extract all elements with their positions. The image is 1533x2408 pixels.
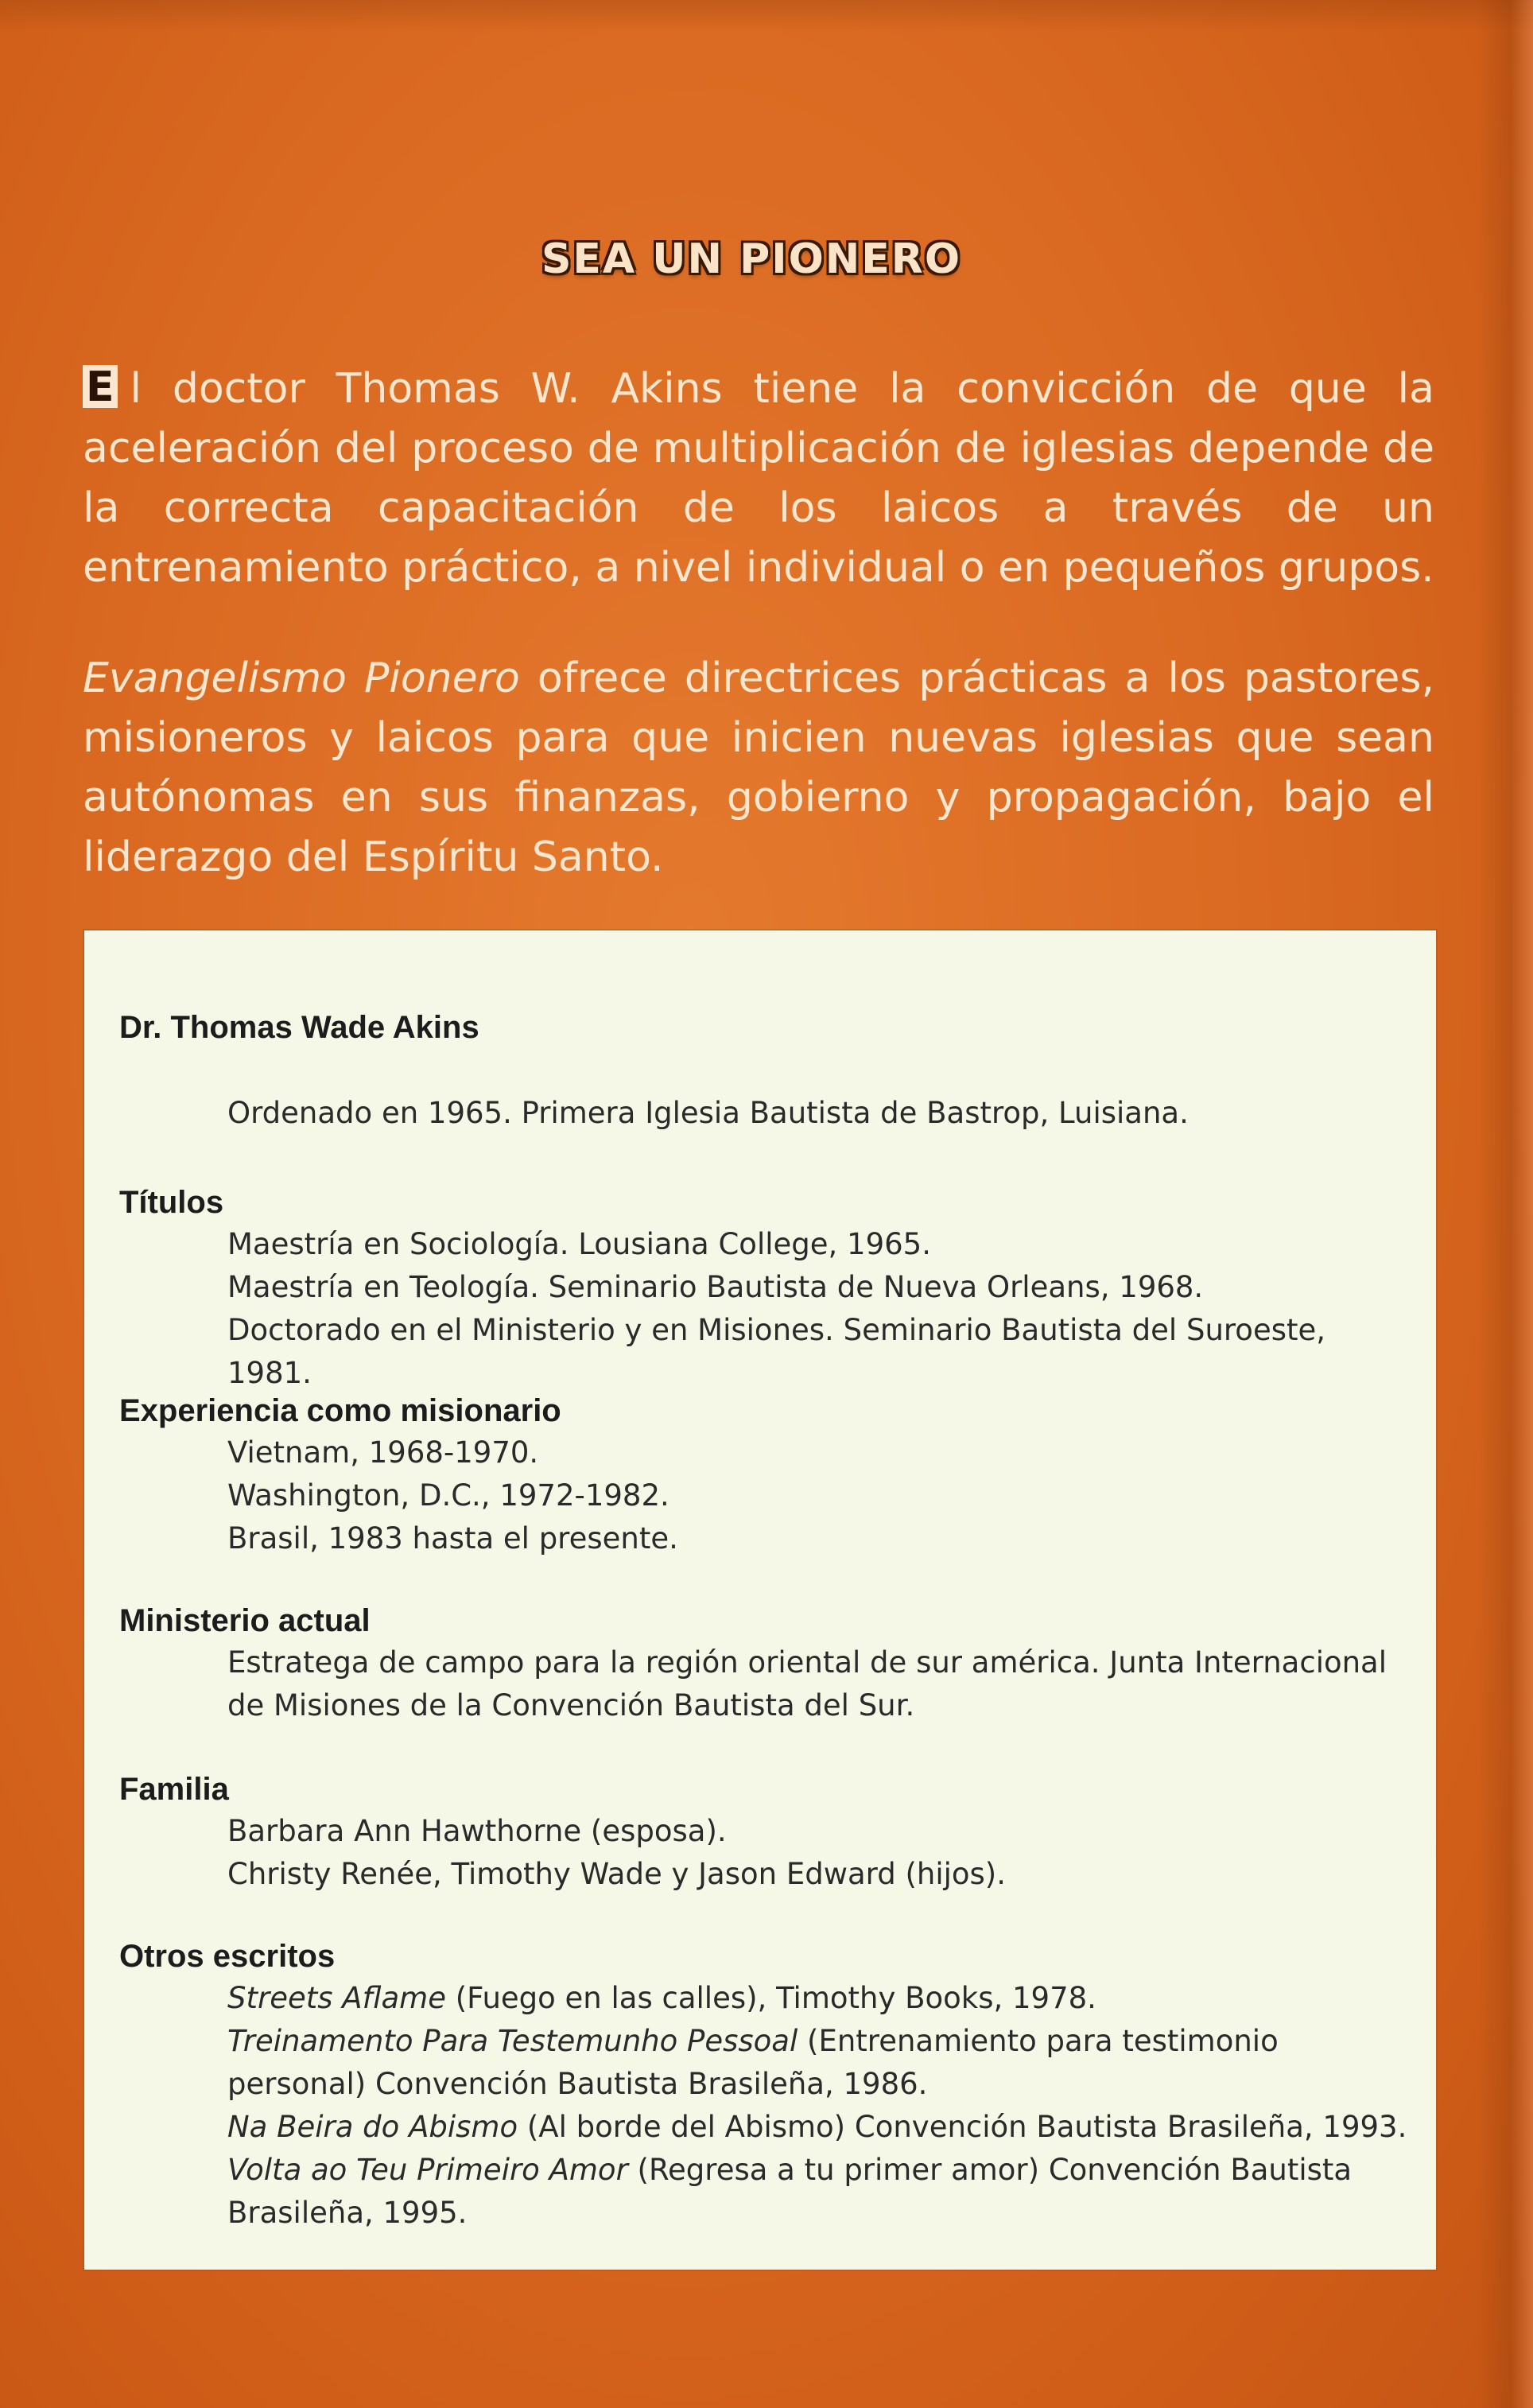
- section-list: [119, 1431, 1407, 1560]
- list-item: Estratega de campo para la región oriental de sur américa. Junta Internacional de Misiones de la Convención Bautista del Sur.: [227, 1645, 1387, 1722]
- work-title: Volta ao Teu Primeiro Amor: [227, 2153, 628, 2187]
- section-titulos: [119, 1182, 1407, 1395]
- list-item: Washington, D.C., 1972-1982.: [227, 1478, 669, 1513]
- list-item: Christy Renée, Timothy Wade y Jason Edward (hijos).: [227, 1857, 1007, 1891]
- section-list: [119, 1641, 1407, 1727]
- list-item: Brasil, 1983 hasta el presente.: [227, 1521, 678, 1555]
- intro-paragraph-1: [83, 359, 1434, 598]
- intro-paragraph-1-text: l doctor Thomas W. Akins tiene la convicción de que la aceleración del proceso de multiplicación de iglesias depende de la correcta capacitación de los laicos a través de un entrenamiento práctico, a nivel individual o en pequeños grupos.: [83, 365, 1434, 592]
- section-heading: Familia: [119, 1772, 229, 1807]
- section-experiencia: [119, 1390, 1407, 1560]
- section-heading: Experiencia como misionario: [119, 1393, 561, 1428]
- list-item: [227, 2149, 1407, 2235]
- section-heading: Otros escritos: [119, 1939, 336, 1974]
- book-title: Evangelismo Pionero: [83, 654, 520, 702]
- intro-paragraph-2: [83, 649, 1434, 887]
- list-item: Maestría en Teología. Seminario Bautista de Nueva Orleans, 1968.: [227, 1270, 1204, 1304]
- section-otros-escritos: [119, 1936, 1407, 2235]
- section-ministerio: [119, 1600, 1407, 1727]
- list-item: Doctorado en el Ministerio y en Misiones. Seminario Bautista del Suroeste, 1981.: [227, 1313, 1326, 1390]
- work-details: (Al borde del Abismo) Convención Bautista Brasileña, 1993.: [518, 2110, 1407, 2144]
- section-familia: [119, 1769, 1407, 1896]
- list-item: Vietnam, 1968-1970.: [227, 1435, 539, 1470]
- drop-cap: E: [83, 365, 118, 408]
- work-title: Na Beira do Abismo: [227, 2110, 518, 2144]
- cover-spine-edge: [1477, 0, 1533, 2408]
- work-title: Streets Aflame: [227, 1981, 446, 2015]
- list-item: Maestría en Sociología. Lousiana College, 1965.: [227, 1227, 931, 1261]
- work-details: (Fuego en las calles), Timothy Books, 1978.: [445, 1981, 1096, 2015]
- section-list: [119, 1810, 1407, 1896]
- list-item: [227, 1977, 1407, 2020]
- section-list: [119, 1223, 1407, 1395]
- work-details: (Regresa a tu primer amor) Convención Bautista Brasileña, 1995.: [227, 2153, 1353, 2230]
- author-bio-panel: [84, 930, 1436, 2270]
- list-item: [227, 2020, 1407, 2106]
- cover-top-edge: [0, 0, 1533, 32]
- author-name: Dr. Thomas Wade Akins: [119, 1010, 479, 1045]
- work-title: Treinamento Para Testemunho Pessoal: [227, 2024, 798, 2058]
- list-item: Barbara Ann Hawthorne (esposa).: [227, 1814, 727, 1848]
- section-list: [119, 1977, 1407, 2235]
- section-heading: Ministerio actual: [119, 1603, 371, 1638]
- ordination-line: Ordenado en 1965. Primera Iglesia Bautista de Bastrop, Luisiana.: [227, 1096, 1189, 1130]
- cover-title: SEA UN PIONERO: [541, 235, 962, 283]
- section-heading: Títulos: [119, 1185, 224, 1220]
- work-details: (Entrenamiento para testimonio personal) Convención Bautista Brasileña, 1986.: [227, 2024, 1279, 2101]
- list-item: [227, 2106, 1407, 2149]
- intro-paragraph-2-text: ofrece directrices prácticas a los pastores, misioneros y laicos para que inicien nuevas iglesias que sean autónomas en sus finanzas, gobierno y propagación, bajo el liderazgo del Espíritu Santo.: [83, 654, 1434, 881]
